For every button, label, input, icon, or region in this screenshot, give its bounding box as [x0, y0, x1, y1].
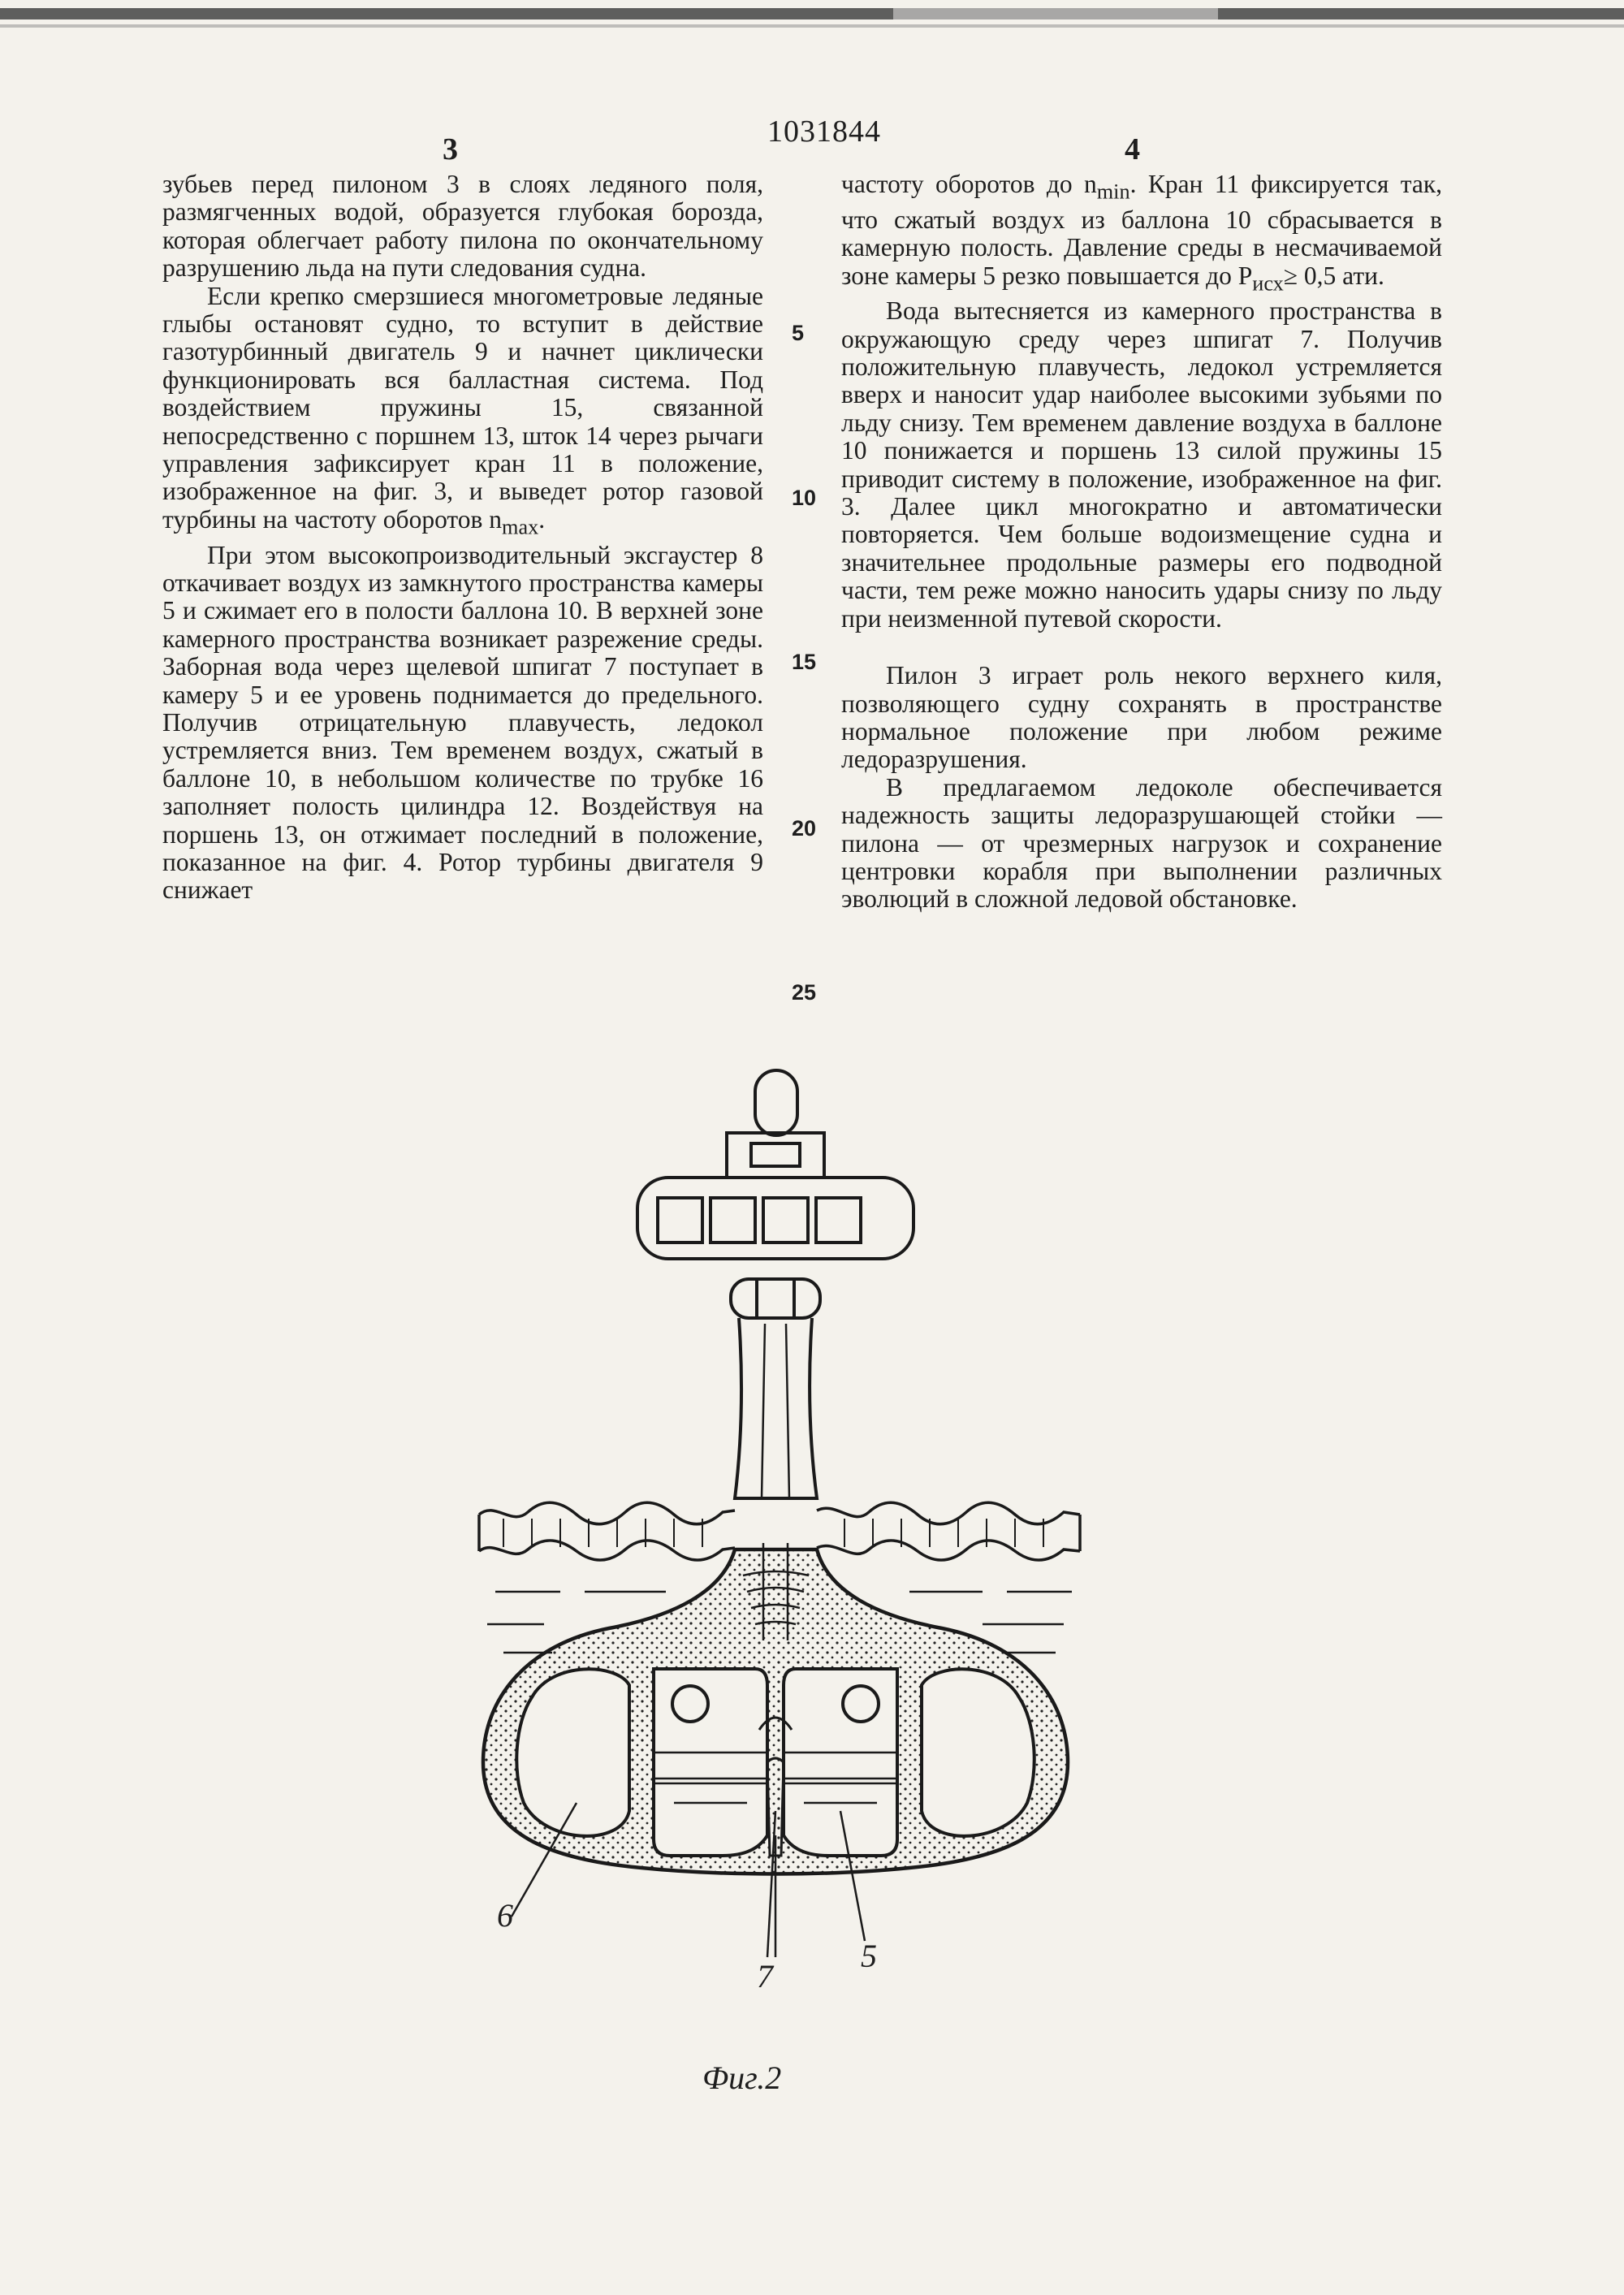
- left-column: [162, 171, 763, 905]
- right-paragraph-1: частоту оборотов до $n_{min}$. Кран 11 фиксируется так, что сжатый воздух из баллона 10 сбрасывается в камерную полость. Давление среды в несмачиваемой зоне камеры 5 резко повышается до $P_{исх}\ge 0,5$ ати.: [841, 170, 1442, 295]
- figure-2: [455, 1056, 1104, 2193]
- left-paragraph-3: При этом высокопроизводительный эксгаустер 8 откачивает воздух из замкнутого пространства камеры 5 и сжимает его в полости баллона 10. В верхней зоне камерного пространства возникает разрежение среды. Заборная вода через щелевой шпигат 7 поступает в камеру 5 и ее уровень поднимается до предельного. Получив отрицательную плавучесть, ледокол устремляется вниз. Тем временем воздух, сжатый в баллоне 10, в небольшом количестве по трубке 16 заполняет полость цилиндра 12. Воздействуя на поршень 13, он отжимает последний в положение, показанное на фиг. 4. Ротор турбины двигателя 9 снижает: [162, 540, 763, 905]
- scan-edge-line: [0, 8, 1624, 19]
- pylon: [735, 1318, 817, 1498]
- label-7: 7: [757, 1958, 773, 1995]
- side-tank-right: [922, 1669, 1034, 1836]
- deckhouse: [727, 1133, 824, 1178]
- pylon-collar: [731, 1279, 820, 1318]
- patent-number: 1031844: [767, 115, 881, 149]
- right-paragraph-3: Пилон 3 играет роль некого верхнего киля, позволяющего судну сохранять в пространстве нормальное положение при любом режиме ледоразрушения.: [841, 661, 1442, 774]
- line-number-10: 10: [792, 486, 817, 510]
- balloon-left: [672, 1686, 708, 1722]
- label-5: 5: [861, 1938, 877, 1974]
- left-paragraph-2: Если крепко смерзшиеся многометровые ледяные глыбы остановят судно, то вступит в действие газотурбинный двигатель 9 и начнет циклически функционировать вся балластная система. Под воздействием пружины 15, связанной непосредственно с поршнем 13, шток 14 через рычаги управления зафиксирует кран 11 в положение, изображенное на фиг. 3, и выведет ротор газовой турбины на частоту оборотов $n_{max}$.: [162, 281, 763, 539]
- page-number-right: 4: [1125, 132, 1140, 166]
- page-number-left: 3: [443, 132, 458, 166]
- right-column: [841, 171, 1442, 914]
- scan-edge-line-2: [0, 24, 1624, 28]
- mast-top: [755, 1070, 797, 1135]
- line-number-20: 20: [792, 816, 817, 841]
- icebreaker-drawing: [455, 1056, 1104, 2193]
- right-paragraph-2: Вода вытесняется из камерного пространства в окружающую среду через шпигат 7. Получив положительную плавучесть, ледокол устремляется вверх и наносит удар наиболее высокими зубьями по льду снизу. Тем временем давление воздуха в баллоне 10 понижается и поршень 13 силой пружины 15 приводит систему в положение, изображенное на фиг. 3. Далее цикл многократно и автоматически повторяется. Чем больше водоизмещение судна и значительнее продольные размеры его подводной части, тем реже можно наносить удары снизу по льду при неизменной путевой скорости.: [841, 296, 1442, 633]
- balloon-right: [843, 1686, 879, 1722]
- label-6: 6: [497, 1897, 513, 1934]
- left-paragraph-1: зубьев перед пилоном 3 в слоях ледяного поля, размягченных водой, образуется глубокая борозда, которая облегчает работу пилона по окончательному разрушению льда на пути следования судна.: [162, 170, 763, 283]
- line-number-15: 15: [792, 650, 817, 674]
- figure-caption: Фиг.2: [702, 2059, 782, 2096]
- chamber-left: [654, 1669, 767, 1856]
- line-number-5: 5: [792, 321, 805, 345]
- bridge: [637, 1178, 914, 1259]
- right-paragraph-4: В предлагаемом ледоколе обеспечивается надежность защиты ледоразрушающей стойки — пилона — от чрезмерных нагрузок и сохранение центровки корабля при выполнении различных эволюций в сложной ледовой обстановке.: [841, 772, 1442, 914]
- chamber-right: [784, 1669, 897, 1856]
- line-number-25: 25: [792, 980, 817, 1005]
